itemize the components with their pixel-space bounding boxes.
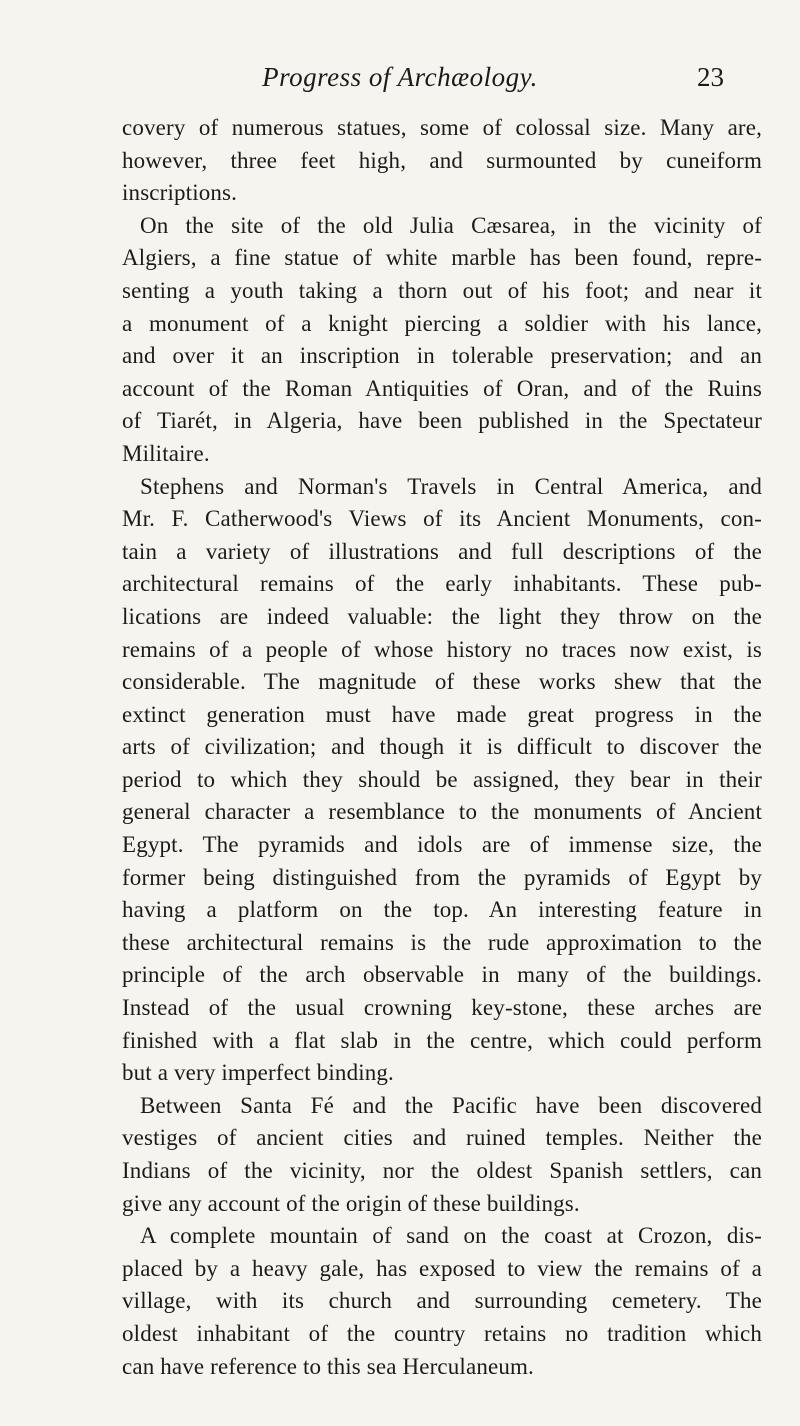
text-line: tain a variety of illustrations and full descriptions of the [122,538,762,564]
text-line: having a platform on the top. An interesting feature in [122,897,762,923]
text-line: On the site of the old Julia Cæsarea, in the vicinity of [140,212,762,238]
text-line: inscriptions. [122,180,238,206]
text-line: but a very imperfect binding. [122,1060,394,1086]
text-line: Indians of the vicinity, nor the oldest Spanish settlers, can [122,1158,762,1183]
running-title: Progress of Archæology. [262,62,538,92]
text-line: finished with a flat slab in the centre, which could perform [122,1027,762,1053]
text-line: give any account of the origin of these buildings. [122,1190,580,1216]
text-line: principle of the arch observable in many of the buildings. [122,962,762,988]
text-line: architectural remains of the early inhabitants. These pub- [122,571,762,597]
text-line: these architectural remains is the rude approximation to the [122,929,762,955]
text-line: oldest inhabitant of the country retains no tradition which [122,1320,762,1346]
text-line: Algiers, a fine statue of white marble has been found, repre- [122,245,762,271]
text-line: Instead of the usual crowning key-stone, these arches are [122,995,762,1021]
body-text [122,112,762,1383]
text-line: a monument of a knight piercing a soldier with his lance, [122,310,762,336]
text-line: senting a youth taking a thorn out of his foot; and near it [122,277,762,303]
text-line: Between Santa Fé and the Pacific have been discovered [140,1092,762,1118]
text-line: however, three feet high, and surmounted by cuneiform [122,147,762,173]
page-number: 23 [697,62,724,92]
text-line: A complete mountain of sand on the coast at Crozon, dis- [140,1223,762,1249]
text-line: of Tiarét, in Algeria, have been published in the Spectateur [122,408,762,434]
text-line: remains of a people of whose history no traces now exist, is [122,636,762,662]
text-line: placed by a heavy gale, has exposed to view the remains of a [122,1255,762,1281]
text-line: vestiges of ancient cities and ruined temples. Neither the [122,1125,762,1151]
text-line: period to which they should be assigned, they bear in their [122,766,762,792]
text-line: can have reference to this sea Herculaneum. [122,1353,534,1379]
text-line: covery of numerous statues, some of colossal size. Many are, [122,115,762,140]
text-line: former being distinguished from the pyramids of Egypt by [122,864,762,890]
text-line: lications are indeed valuable: the light they throw on the [122,603,762,629]
text-line: Stephens and Norman's Travels in Central America, and [140,473,762,499]
text-line: arts of civilization; and though it is difficult to discover the [122,734,762,760]
text-line: and over it an inscription in tolerable preservation; and an [122,343,762,369]
text-line: Mr. F. Catherwood's Views of its Ancient Monuments, con- [122,506,762,532]
text-line: extinct generation must have made great progress in the [122,701,762,727]
text-line: Militaire. [122,440,210,466]
text-line: account of the Roman Antiquities of Oran, and of the Ruins [122,375,762,401]
text-line: Egypt. The pyramids and idols are of immense size, the [122,832,762,858]
text-line: village, with its church and surrounding cemetery. The [122,1288,762,1314]
text-line: general character a resemblance to the monuments of Ancient [122,799,762,825]
text-line: considerable. The magnitude of these works shew that the [122,669,762,695]
running-head [0,62,800,102]
